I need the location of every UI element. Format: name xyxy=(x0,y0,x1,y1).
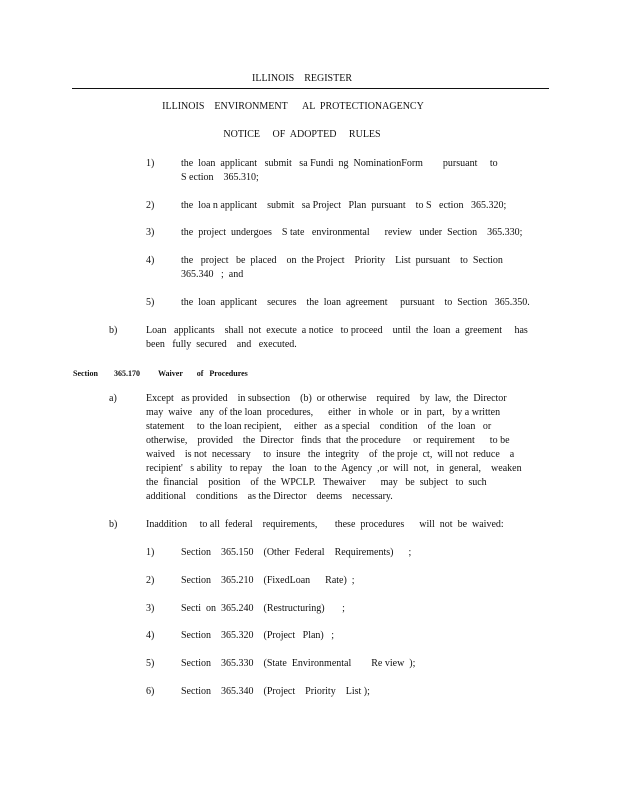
list-item-number: 5) xyxy=(146,658,155,669)
paragraph-text: the financial position of the WPCLP. Thewaiver may be subject to such xyxy=(146,477,487,488)
section-number: 365.170 xyxy=(114,369,140,378)
list-item-text: Secti on 365.240 (Restructuring) ; xyxy=(181,603,345,614)
paragraph-text: Loan applicants shall not execute a notice to proceed until the loan a greement has xyxy=(146,325,528,336)
list-item-number: 1) xyxy=(146,158,155,169)
list-item-text: S ection 365.310; xyxy=(181,172,259,183)
list-item-text: the loa n applicant submit sa Project Plan pursuant to S ection 365.320; xyxy=(181,200,507,211)
list-item-text: Section 365.340 (Project Priority List ); xyxy=(181,686,370,697)
list-item-text: 365.340 ; and xyxy=(181,269,244,280)
list-item-text: the loan applicant submit sa Fundi ng NominationForm pursuant to xyxy=(181,158,498,169)
list-item-text: the project undergoes S tate environmental review under Section 365.330; xyxy=(181,227,523,238)
list-item-number: 2) xyxy=(146,575,155,586)
section-label: Section xyxy=(73,369,98,378)
paragraph-text: additional conditions as the Director deems necessary. xyxy=(146,491,393,502)
list-item-text: the loan applicant secures the loan agreement pursuant to Section 365.350. xyxy=(181,297,530,308)
notice-title: NOTICE OF ADOPTED RULES xyxy=(223,129,381,140)
list-item-text: Section 365.330 (State Environmental Re view ); xyxy=(181,658,416,669)
paragraph-label: b) xyxy=(109,519,118,530)
list-item-number: 5) xyxy=(146,297,155,308)
register-header: ILLINOIS REGISTER xyxy=(252,73,352,84)
list-item-text: Section 365.320 (Project Plan) ; xyxy=(181,630,335,641)
list-item-number: 3) xyxy=(146,227,155,238)
paragraph-text: otherwise, provided the Director finds that the procedure or requirement to be xyxy=(146,435,510,446)
list-item-number: 3) xyxy=(146,603,155,614)
list-item-number: 1) xyxy=(146,547,155,558)
list-item-text: Section 365.210 (FixedLoan Rate) ; xyxy=(181,575,355,586)
paragraph-text: statement to the loan recipient, either as a special condition of the loan or xyxy=(146,421,492,432)
list-item-number: 4) xyxy=(146,630,155,641)
header-rule xyxy=(72,88,549,89)
paragraph-text: may waive any of the loan procedures, either in whole or in part, by a written xyxy=(146,407,501,418)
paragraph-text: Except as provided in subsection (b) or otherwise required by law, the Director xyxy=(146,393,507,404)
paragraph-text: Inaddition to all federal requirements, these procedures will not be waived: xyxy=(146,519,504,530)
list-item-text: the project be placed on the Project Priority List pursuant to Section xyxy=(181,255,503,266)
paragraph-text: waived is not necessary to insure the integrity of the proje ct, will not reduce a xyxy=(146,449,515,460)
list-item-number: 2) xyxy=(146,200,155,211)
paragraph-label: a) xyxy=(109,393,117,404)
list-item-text: Section 365.150 (Other Federal Requirements) ; xyxy=(181,547,412,558)
agency-title: ILLINOIS ENVIRONMENT AL PROTECTIONAGENCY xyxy=(162,101,424,112)
section-title: Waiver of Procedures xyxy=(158,369,248,378)
paragraph-label: b) xyxy=(109,325,118,336)
list-item-number: 4) xyxy=(146,255,155,266)
paragraph-text: been fully secured and executed. xyxy=(146,339,297,350)
paragraph-text: recipient' s ability to repay the loan to the Agency ,or will not, in general, weaken xyxy=(146,463,522,474)
list-item-number: 6) xyxy=(146,686,155,697)
